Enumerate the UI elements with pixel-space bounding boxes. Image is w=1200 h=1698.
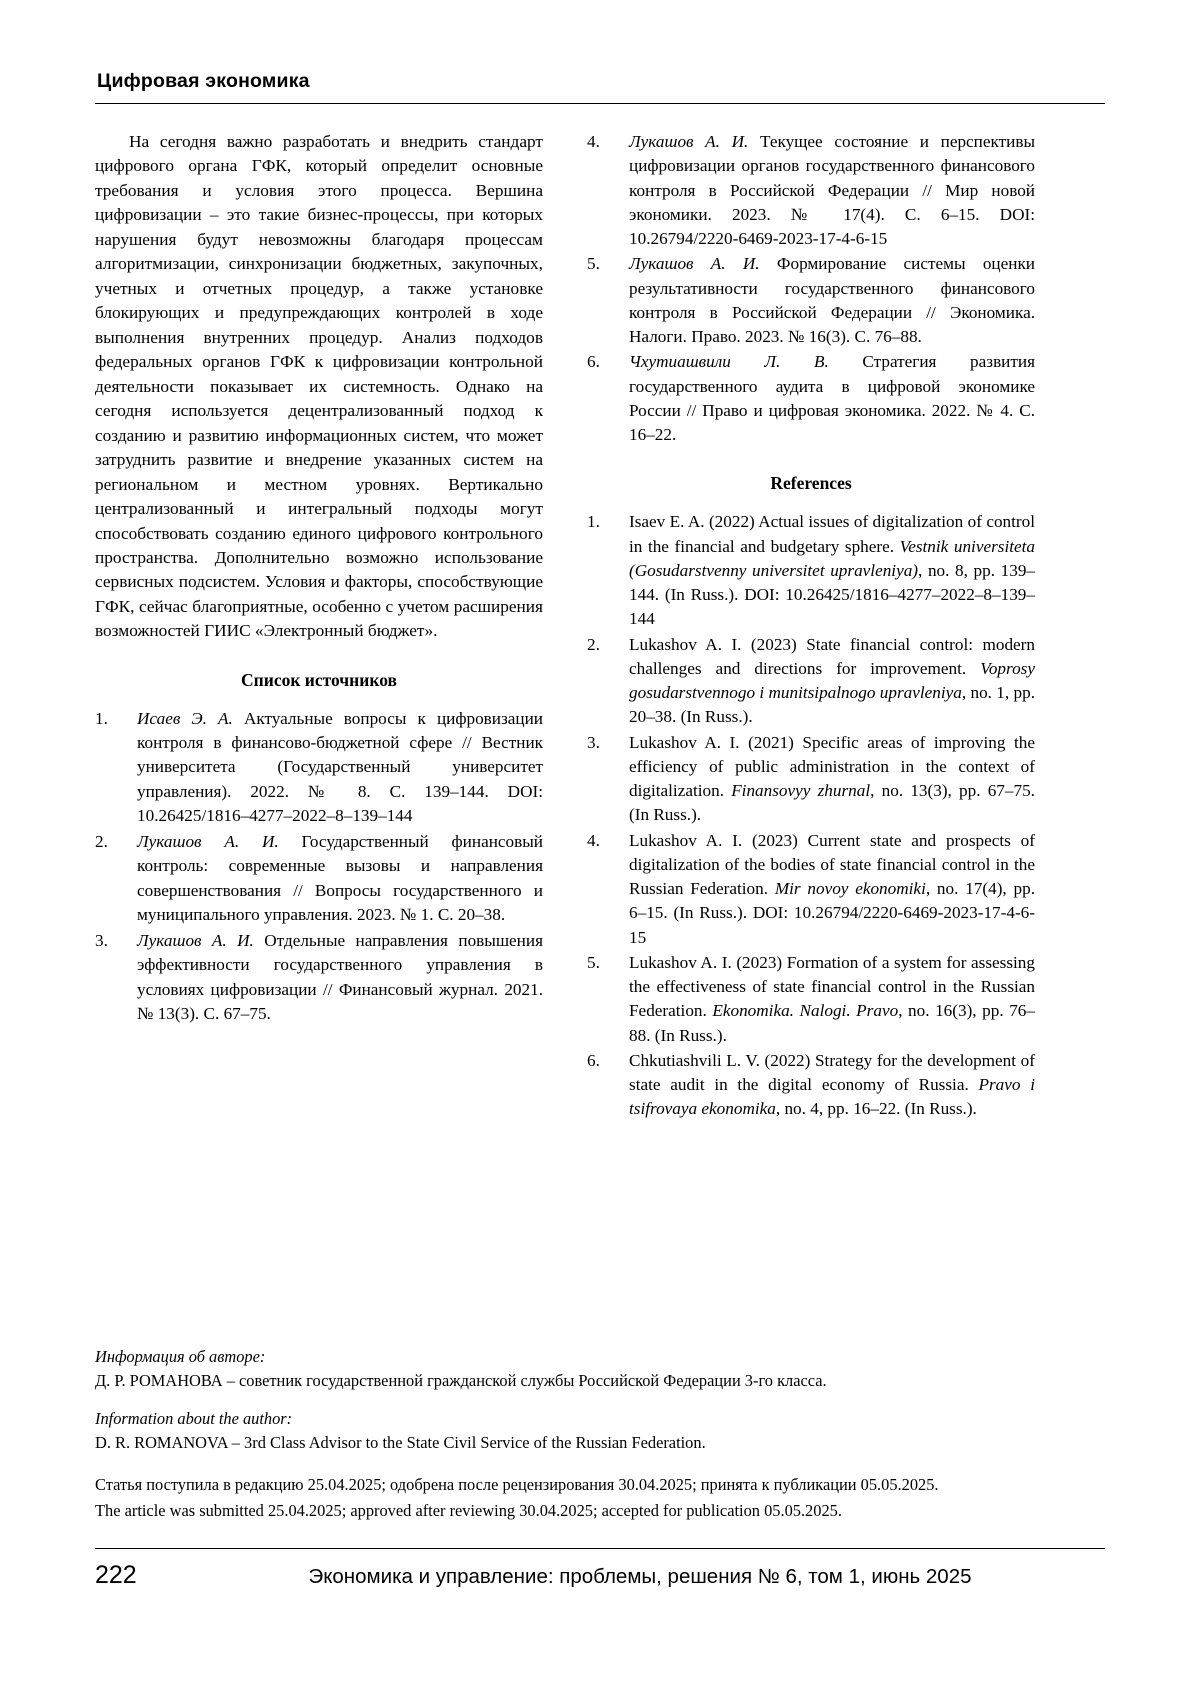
reference-text: Стратегия развития государственного аудита в цифровой экономике России // Право и цифровая экономика. 2022. № 4. С. 16–22. bbox=[629, 352, 1035, 444]
left-column bbox=[95, 130, 543, 1123]
reference-locator: , no. 1, pp. 20–38. (In Russ.). bbox=[629, 683, 1036, 727]
reference-source: Vestnik universiteta (Gosudarstvenny universitet upravleniya) bbox=[629, 536, 1036, 580]
reference-list-ru-continued bbox=[587, 130, 1035, 447]
body-paragraph: На сегодня важно разработать и внедрить стандарт цифрового органа ГФК, который определит основные требования и условия этого процесса. Вершина цифровизации – это такие бизнес-процессы, при которых нарушения будут невозможны благодаря процессам алгоритмизации, синхронизации бюджетных, закупочных, учетных и отчетных процедур, а также установке блокирующих и предупреждающих контролей в ходе выполнения внутренних процедур. Анализ подходов федеральных органов ГФК к цифровизации контрольной деятельности показывает их системность. Однако на сегодня используется децентрализованный подход к созданию и развитию информационных систем, что может затруднить развитие и внедрение указанных систем на региональном и местном уровнях. Вертикально централизованный и интегральный подходы могут способствовать созданию единого цифрового контрольного пространства. Дополнительно возможно использование сервисных подсистем. Условия и факторы, способствующие ГФК, сейчас благоприятные, особенно с учетом расширения возможностей ГИИС «Электронный бюджет». bbox=[95, 132, 543, 641]
reference-author: Чхутиашвили Л. В. bbox=[629, 352, 829, 372]
reference-text: Lukashov A. I. (2023) Current state and prospects of digitalization of the bodies of state financial control in the Russian Federation. bbox=[629, 830, 1035, 898]
reference-source: Ekonomika. Nalogi. Pravo bbox=[712, 1001, 899, 1021]
two-column-layout bbox=[95, 130, 1105, 1123]
reference-author: Лукашов А. И. bbox=[629, 254, 760, 274]
reference-locator: , no. 17(4), pp. 6–15. (In Russ.). DOI: 10.26794/2220-6469-2023-17-4-6-15 bbox=[629, 879, 1035, 947]
reference-locator: , no. 16(3), pp. 76–88. (In Russ.). bbox=[629, 1001, 1035, 1045]
reference-number: 4. bbox=[587, 132, 600, 151]
author-info-text-en: D. R. ROMANOVA – 3rd Class Advisor to the State Civil Service of the Russian Federation. bbox=[95, 1433, 706, 1453]
page-header-title: Цифровая экономика bbox=[97, 70, 310, 92]
reference-text: Chkutiashvili L. V. (2022) Strategy for the development of state audit in the digital economy of Russia. bbox=[629, 1050, 1035, 1094]
journal-title-line: Экономика и управление: проблемы, решения № 6, том 1, июнь 2025 bbox=[308, 1565, 972, 1588]
reference-list-en bbox=[587, 510, 1035, 1121]
reference-text: Отдельные направления повышения эффективности государственного управления в условиях цифровизации // Финансовый журнал. 2021. № 13(3). С. 67–75. bbox=[137, 931, 543, 1023]
reference-item bbox=[95, 830, 543, 927]
reference-number: 5. bbox=[587, 952, 600, 972]
reference-item bbox=[95, 929, 543, 1026]
reference-item bbox=[587, 1049, 1035, 1122]
author-info-block bbox=[95, 1346, 1105, 1456]
reference-item bbox=[587, 252, 1035, 349]
reference-locator: , no. 4, pp. 16–22. (In Russ.). bbox=[775, 1099, 977, 1119]
reference-number: 4. bbox=[587, 830, 600, 850]
reference-source: Voprosy gosudarstvennogo i munitsipalnogo upravleniya bbox=[629, 658, 1035, 702]
reference-text: Государственный финансовый контроль: современные вызовы и направления совершенствования // Вопросы государственного и муниципального управления. 2023. № 1. С. 20–38. bbox=[137, 832, 543, 924]
reference-number: 1. bbox=[587, 512, 600, 532]
page-content bbox=[95, 130, 1105, 1310]
reference-item bbox=[587, 731, 1035, 828]
footer-divider bbox=[95, 1548, 1105, 1549]
reference-source: Finansovyy zhurnal bbox=[731, 781, 871, 800]
reference-text: Текущее состояние и перспективы цифровизации органов государственного финансового контроля в Российской Федерации // Мир новой экономики. 2023. № 17(4). С. 6–15. DOI: 10.26794/2220-6469-2023-17-4-6-15 bbox=[629, 132, 1035, 248]
reference-text: Формирование системы оценки результативности государственного финансового контроля в Российской Федерации // Экономика. Налоги. Право. 2023. № 16(3). С. 76–88. bbox=[629, 254, 1035, 346]
references-heading: References bbox=[770, 473, 852, 494]
reference-author: Исаев Э. А. bbox=[137, 708, 233, 728]
page-footer bbox=[95, 1561, 1105, 1590]
reference-number: 2. bbox=[587, 634, 600, 654]
reference-source: Pravo i tsifrovaya ekonomika bbox=[629, 1075, 1035, 1119]
reference-number: 5. bbox=[587, 254, 600, 274]
submission-dates-en: The article was submitted 25.04.2025; approved after reviewing 30.04.2025; accepted for publication 05.05.2025. bbox=[95, 1500, 842, 1520]
reference-number: 3. bbox=[95, 931, 108, 951]
submission-dates-ru: Статья поступила в редакцию 25.04.2025; одобрена после рецензирования 30.04.2025; принята к публикации 05.05.2025. bbox=[95, 1475, 939, 1495]
page-footer-area bbox=[95, 1326, 1105, 1590]
reference-number: 6. bbox=[587, 352, 600, 372]
reference-item bbox=[587, 829, 1035, 950]
author-info-label-ru: Информация об авторе: bbox=[95, 1346, 266, 1366]
sources-heading: Список источников bbox=[241, 669, 397, 690]
reference-locator: , no. 13(3), pp. 67–75. (In Russ.). bbox=[629, 781, 1035, 825]
reference-number: 3. bbox=[587, 732, 600, 752]
reference-number: 2. bbox=[95, 832, 108, 852]
reference-text: Lukashov A. I. (2021) Specific areas of improving the efficiency of public administration in the context of digitalization. bbox=[629, 732, 1035, 800]
page-number: 222 bbox=[95, 1561, 137, 1589]
reference-item bbox=[587, 350, 1035, 447]
reference-text: Isaev E. A. (2022) Actual issues of digitalization of control in the financial and budgetary sphere. bbox=[629, 512, 1035, 556]
reference-locator: , no. 8, pp. 139–144. (In Russ.). DOI: 10.26425/1816–4277–2022–8–139–144 bbox=[629, 560, 1036, 629]
right-column bbox=[587, 130, 1035, 1123]
reference-author: Лукашов А. И. bbox=[137, 832, 279, 852]
reference-text: Lukashov A. I. (2023) State financial control: modern challenges and directions for improvement. bbox=[629, 634, 1035, 678]
reference-author: Лукашов А. И. bbox=[629, 132, 749, 151]
reference-item bbox=[587, 633, 1035, 730]
reference-author: Лукашов А. И. bbox=[137, 931, 254, 951]
reference-text: Актуальные вопросы к цифровизации контроля в финансово-бюджетной сфере // Вестник университета (Государственный университет управления). 2022. № 8. С. 139–144. DOI: 10.26425/1816–4277–2022–8–139–144 bbox=[137, 708, 543, 825]
reference-item bbox=[95, 707, 543, 828]
author-info-label-en: Information about the author: bbox=[95, 1409, 293, 1429]
reference-text: Lukashov A. I. (2023) Formation of a system for assessing the effectiveness of state financial control in the Russian Federation. bbox=[629, 952, 1035, 1021]
reference-item bbox=[587, 510, 1035, 631]
author-info-text-ru: Д. Р. РОМАНОВА – советник государственной гражданской службы Российской Федерации 3-го класса. bbox=[95, 1370, 827, 1390]
reference-number: 6. bbox=[587, 1050, 600, 1070]
reference-number: 1. bbox=[95, 708, 108, 728]
reference-list-ru bbox=[95, 707, 543, 1026]
reference-item bbox=[587, 130, 1035, 251]
reference-source: Mir novoy ekonomiki bbox=[774, 879, 926, 898]
reference-item bbox=[587, 951, 1035, 1048]
header-divider bbox=[95, 103, 1105, 104]
